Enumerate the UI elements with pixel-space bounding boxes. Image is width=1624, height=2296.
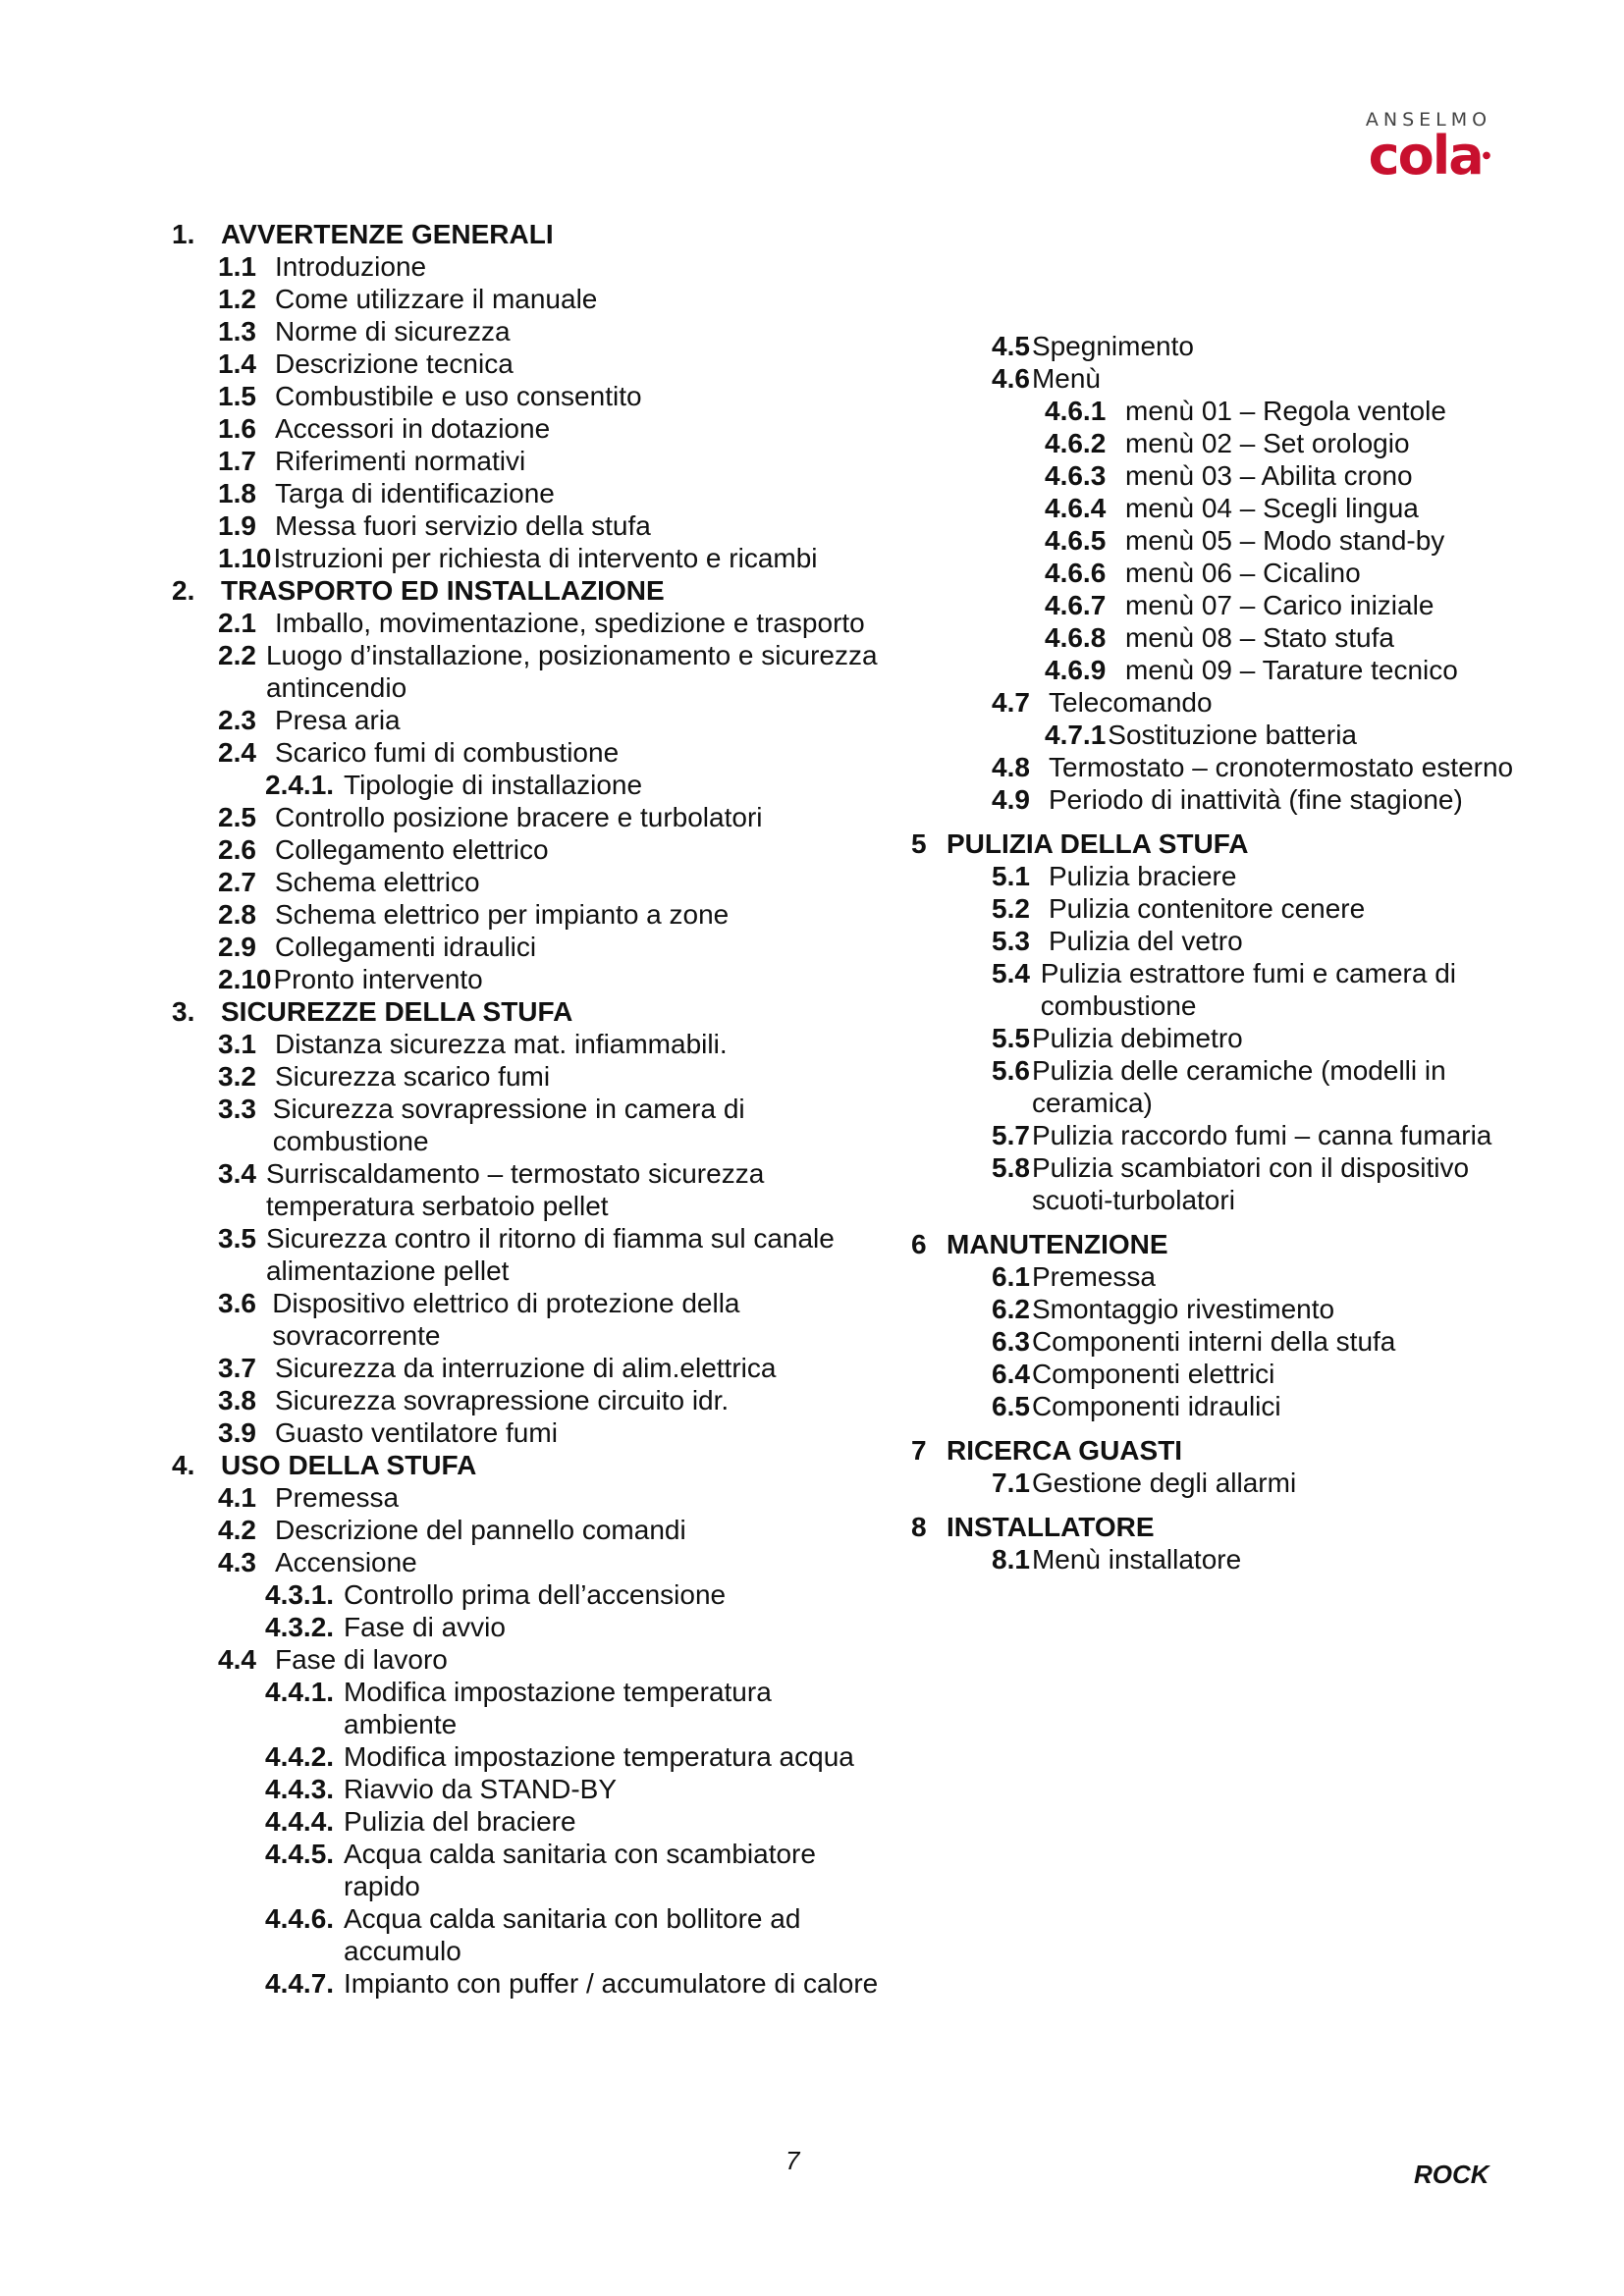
toc-entry[interactable] — [218, 639, 879, 704]
toc-entry-number: 4.6.8 — [1045, 622, 1107, 653]
toc-entry-title: Impianto con puffer / accumulatore di calore — [344, 1968, 879, 1999]
toc-entry[interactable] — [992, 362, 1520, 395]
toc-entry-title: Pulizia raccordo fumi – canna fumaria — [1031, 1120, 1492, 1150]
toc-entry[interactable] — [218, 1384, 879, 1416]
toc-entry-number: 2.5 — [218, 802, 256, 832]
toc-entry[interactable] — [992, 751, 1520, 783]
toc-entry-title: Tipologie di installazione — [344, 770, 643, 800]
toc-entry-number: 4.6.9 — [1045, 655, 1107, 685]
toc-entry[interactable] — [992, 892, 1520, 925]
toc-entry[interactable] — [218, 866, 879, 898]
toc-entry-number: 4.3.1. — [265, 1579, 335, 1610]
toc-entry-number: 2.8 — [218, 899, 256, 930]
toc-entry[interactable] — [992, 330, 1520, 362]
toc-entry-number: 2.2 — [218, 640, 256, 670]
toc-entry[interactable] — [992, 686, 1520, 719]
toc-entry-number: 3.8 — [218, 1385, 256, 1415]
toc-entry[interactable] — [992, 1293, 1520, 1325]
toc-entry-title: Spegnimento — [1031, 331, 1194, 361]
toc-entry-number: 6.3 — [992, 1326, 1030, 1357]
toc-entry[interactable] — [218, 1157, 879, 1222]
toc-entry-title: menù 08 – Stato stufa — [1125, 622, 1394, 653]
toc-entry-title: Premessa — [1031, 1261, 1156, 1292]
toc-entry-number: 4.3 — [218, 1547, 256, 1577]
toc-entry[interactable] — [218, 1416, 879, 1449]
toc-entry-number: 4.6.4 — [1045, 493, 1107, 523]
toc-entry[interactable] — [218, 283, 879, 315]
toc-entry-title: Targa di identificazione — [275, 478, 555, 508]
toc-entry-number: 7 — [911, 1435, 927, 1466]
toc-entry[interactable] — [218, 347, 879, 380]
toc-entry[interactable] — [1045, 654, 1520, 686]
toc-entry[interactable] — [218, 898, 879, 931]
toc-entry-number: 2.9 — [218, 932, 256, 962]
toc-entry[interactable] — [992, 783, 1520, 816]
toc-entry-title: Acqua calda sanitaria con scambiatore rapido — [344, 1839, 816, 1901]
toc-entry[interactable] — [1045, 589, 1520, 621]
toc-entry-number: 4.4.7. — [265, 1968, 335, 1999]
toc-entry[interactable] — [992, 957, 1520, 1022]
toc-entry-number: 6 — [911, 1229, 927, 1259]
toc-entry-title: Termostato – cronotermostato esterno — [1049, 752, 1514, 782]
toc-entry-number: 4.4.4. — [265, 1806, 335, 1837]
toc-entry[interactable] — [218, 1546, 879, 1578]
toc-entry-title: Pulizia delle ceramiche (modelli in ceramica) — [1031, 1055, 1446, 1118]
toc-entry[interactable] — [218, 542, 879, 574]
toc-entry-title: Scarico fumi di combustione — [275, 737, 620, 768]
toc-entry-number: 1.4 — [218, 348, 256, 379]
toc-entry[interactable] — [218, 1481, 879, 1514]
toc-entry-title: Modifica impostazione temperatura ambiente — [344, 1677, 772, 1739]
toc-entry-number: 6.5 — [992, 1391, 1030, 1421]
toc-entry-number: 4.2 — [218, 1515, 256, 1545]
toc-entry[interactable] — [1045, 557, 1520, 589]
toc-entry-title: Luogo d’installazione, posizionamento e sicurezza antincendio — [265, 640, 878, 703]
toc-entry-title: Sicurezza contro il ritorno di fiamma sul canale alimentazione pellet — [265, 1223, 835, 1286]
toc-entry-title: Componenti idraulici — [1031, 1391, 1281, 1421]
toc-entry[interactable] — [265, 1805, 879, 1838]
toc-entry[interactable] — [218, 380, 879, 412]
toc-entry-title: Dispositivo elettrico di protezione della sovracorrente — [272, 1288, 740, 1351]
toc-entry[interactable] — [1045, 395, 1520, 427]
toc-entry-number: 4.6.6 — [1045, 558, 1107, 588]
toc-entry-number: 6.2 — [992, 1294, 1030, 1324]
toc-entry-number: 4.4.2. — [265, 1741, 335, 1772]
toc-entry-title: Controllo posizione bracere e turbolatori — [275, 802, 763, 832]
toc-entry[interactable] — [218, 704, 879, 736]
toc-entry-number: 5.1 — [992, 861, 1030, 891]
toc-entry-title: Come utilizzare il manuale — [275, 284, 598, 314]
toc-entry-title: menù 02 – Set orologio — [1125, 428, 1410, 458]
toc-entry[interactable] — [265, 1611, 879, 1643]
toc-entry[interactable] — [218, 607, 879, 639]
toc-entry-title: menù 06 – Cicalino — [1125, 558, 1361, 588]
toc-entry[interactable] — [218, 1028, 879, 1060]
toc-entry[interactable] — [992, 1260, 1520, 1293]
toc-entry-number: 8.1 — [992, 1544, 1030, 1575]
toc-entry[interactable] — [992, 860, 1520, 892]
toc-entry-number: 4.7.1 — [1045, 720, 1107, 750]
toc-entry-title: Pulizia scambiatori con il dispositivo scuoti-turbolatori — [1031, 1152, 1470, 1215]
toc-entry-title: Gestione degli allarmi — [1031, 1468, 1297, 1498]
toc-entry-number: 3.2 — [218, 1061, 256, 1092]
toc-entry-title: Pulizia contenitore cenere — [1049, 893, 1366, 924]
toc-entry-number: 6.4 — [992, 1359, 1030, 1389]
toc-entry-number: 3.9 — [218, 1417, 256, 1448]
toc-entry[interactable] — [218, 477, 879, 509]
toc-entry-number: 4.4.5. — [265, 1839, 335, 1869]
toc-entry-title: menù 09 – Tarature tecnico — [1125, 655, 1458, 685]
toc-entry-title: Pulizia braciere — [1049, 861, 1237, 891]
toc-entry-number: 3.3 — [218, 1094, 256, 1124]
toc-entry[interactable] — [265, 1740, 879, 1773]
toc-entry-number: 5.8 — [992, 1152, 1030, 1183]
toc-section-heading[interactable] — [172, 218, 879, 250]
toc-entry-number: 4.8 — [992, 752, 1030, 782]
toc-entry-title: AVVERTENZE GENERALI — [221, 219, 554, 249]
toc-entry-title: Sicurezza sovrapressione circuito idr. — [275, 1385, 730, 1415]
toc-entry-title: Descrizione del pannello comandi — [275, 1515, 686, 1545]
toc-entry[interactable] — [218, 509, 879, 542]
toc-entry[interactable] — [1045, 524, 1520, 557]
toc-entry-number: 5.7 — [992, 1120, 1030, 1150]
toc-entry-number: 3.7 — [218, 1353, 256, 1383]
toc-section-heading[interactable] — [172, 574, 879, 607]
toc-entry[interactable] — [218, 1352, 879, 1384]
toc-entry-number: 4.3.2. — [265, 1612, 335, 1642]
toc-entry-number: 2.7 — [218, 867, 256, 897]
toc-entry[interactable] — [992, 925, 1520, 957]
toc-entry[interactable] — [265, 769, 879, 801]
toc-entry-title: Imballo, movimentazione, spedizione e trasporto — [275, 608, 865, 638]
toc-entry-title: Messa fuori servizio della stufa — [275, 510, 651, 541]
logo-main-text — [1355, 125, 1502, 187]
toc-entry-title: Surriscaldamento – termostato sicurezza temperatura serbatoio pellet — [265, 1158, 765, 1221]
toc-entry-number: 2.10 — [218, 964, 272, 994]
toc-entry-title: Descrizione tecnica — [275, 348, 514, 379]
toc-entry[interactable] — [218, 1287, 879, 1352]
toc-entry-title: Accensione — [275, 1547, 417, 1577]
toc-entry-number: 7.1 — [992, 1468, 1030, 1498]
toc-entry-title: Telecomando — [1049, 687, 1213, 718]
toc-right-column — [911, 330, 1520, 1575]
toc-entry-title: Presa aria — [275, 705, 401, 735]
toc-entry[interactable] — [992, 1022, 1520, 1054]
toc-entry-number: 3.5 — [218, 1223, 256, 1254]
toc-entry-number: 4.7 — [992, 687, 1030, 718]
toc-entry-number: 5.5 — [992, 1023, 1030, 1053]
toc-entry[interactable] — [218, 250, 879, 283]
toc-entry-number: 2.1 — [218, 608, 256, 638]
toc-entry-title: MANUTENZIONE — [947, 1229, 1168, 1259]
toc-entry-title: Istruzioni per richiesta di intervento e ricambi — [273, 543, 818, 573]
toc-entry-title: Combustibile e uso consentito — [275, 381, 642, 411]
toc-entry-title: Collegamenti idraulici — [275, 932, 537, 962]
toc-entry-title: Pulizia del vetro — [1049, 926, 1243, 956]
toc-entry-title: Fase di lavoro — [275, 1644, 448, 1675]
toc-entry[interactable] — [218, 315, 879, 347]
toc-section-heading[interactable] — [911, 1434, 1520, 1467]
toc-entry-number: 3.1 — [218, 1029, 256, 1059]
model-name: ROCK — [1414, 2160, 1489, 2189]
toc-entry[interactable] — [1045, 492, 1520, 524]
toc-entry-number: 4.6 — [992, 363, 1030, 394]
toc-entry-number: 5 — [911, 828, 927, 859]
toc-section-heading[interactable] — [172, 1449, 879, 1481]
toc-entry[interactable] — [218, 1643, 879, 1676]
toc-entry-title: Sostituzione batteria — [1108, 720, 1357, 750]
toc-entry[interactable] — [1045, 459, 1520, 492]
toc-entry-number: 8 — [911, 1512, 927, 1542]
toc-entry[interactable] — [218, 412, 879, 445]
toc-entry-number: 4.6.5 — [1045, 525, 1107, 556]
toc-entry-number: 4.4 — [218, 1644, 256, 1675]
toc-left-column — [172, 218, 879, 2000]
toc-entry[interactable] — [218, 736, 879, 769]
toc-entry-title: menù 05 – Modo stand-by — [1125, 525, 1445, 556]
toc-entry-number: 3. — [172, 996, 195, 1027]
toc-entry-title: Riferimenti normativi — [275, 446, 526, 476]
toc-entry-title: Premessa — [275, 1482, 400, 1513]
toc-entry-number: 4.4.3. — [265, 1774, 335, 1804]
toc-entry-title: Pulizia estrattore fumi e camera di combustione — [1040, 958, 1457, 1021]
toc-entry[interactable] — [218, 931, 879, 963]
toc-entry-title: Schema elettrico — [275, 867, 480, 897]
toc-entry-title: Guasto ventilatore fumi — [275, 1417, 558, 1448]
toc-entry-title: RICERCA GUASTI — [947, 1435, 1183, 1466]
toc-entry-title: menù 03 – Abilita crono — [1125, 460, 1413, 491]
toc-entry[interactable] — [265, 1967, 879, 2000]
toc-entry[interactable] — [265, 1838, 879, 1902]
toc-entry-title: USO DELLA STUFA — [221, 1450, 477, 1480]
toc-entry[interactable] — [992, 1054, 1520, 1119]
toc-entry-number: 1. — [172, 219, 195, 249]
toc-entry-number: 1.9 — [218, 510, 256, 541]
toc-entry-number: 5.4 — [992, 958, 1030, 988]
toc-entry[interactable] — [218, 963, 879, 995]
toc-entry[interactable] — [218, 1093, 879, 1157]
toc-entry-number: 1.2 — [218, 284, 256, 314]
toc-entry-title: Distanza sicurezza mat. infiammabili. — [275, 1029, 728, 1059]
toc-section-heading[interactable] — [172, 995, 879, 1028]
toc-entry[interactable] — [265, 1578, 879, 1611]
toc-entry-number: 1.7 — [218, 446, 256, 476]
toc-entry-title: SICUREZZE DELLA STUFA — [221, 996, 573, 1027]
toc-entry-number: 4.4.1. — [265, 1677, 335, 1707]
toc-entry-number: 3.6 — [218, 1288, 256, 1318]
toc-entry[interactable] — [1045, 621, 1520, 654]
toc-section-heading[interactable] — [911, 1228, 1520, 1260]
toc-entry-title: Componenti elettrici — [1031, 1359, 1275, 1389]
toc-entry[interactable] — [265, 1676, 879, 1740]
toc-entry-title: menù 07 – Carico iniziale — [1125, 590, 1435, 620]
toc-entry-number: 4.6.1 — [1045, 396, 1107, 426]
toc-entry-number: 2.4 — [218, 737, 256, 768]
toc-entry-number: 4.9 — [992, 784, 1030, 815]
toc-entry-title: Accessori in dotazione — [275, 413, 551, 444]
toc-entry-title: Acqua calda sanitaria con bollitore ad accumulo — [344, 1903, 801, 1966]
toc-entry-number: 2.4.1. — [265, 770, 335, 800]
toc-entry[interactable] — [992, 1358, 1520, 1390]
toc-entry-title: TRASPORTO ED INSTALLAZIONE — [221, 575, 665, 606]
toc-entry-title: Pulizia debimetro — [1031, 1023, 1243, 1053]
toc-entry-number: 4.4.6. — [265, 1903, 335, 1934]
toc-entry[interactable] — [992, 1325, 1520, 1358]
toc-entry-title: Schema elettrico per impianto a zone — [275, 899, 730, 930]
toc-entry[interactable] — [992, 1390, 1520, 1422]
toc-entry-title: Introduzione — [275, 251, 427, 282]
toc-entry-number: 1.1 — [218, 251, 256, 282]
toc-entry-number: 1.10 — [218, 543, 272, 573]
toc-entry-title: menù 01 – Regola ventole — [1125, 396, 1446, 426]
toc-entry-title: Smontaggio rivestimento — [1031, 1294, 1335, 1324]
toc-entry[interactable] — [1045, 427, 1520, 459]
toc-entry[interactable] — [992, 1151, 1520, 1216]
toc-entry[interactable] — [218, 445, 879, 477]
toc-entry-title: Componenti interni della stufa — [1031, 1326, 1396, 1357]
toc-entry-title: Riavvio da STAND-BY — [344, 1774, 618, 1804]
toc-entry[interactable] — [1045, 719, 1520, 751]
brand-logo — [1355, 109, 1502, 187]
toc-entry-number: 5.6 — [992, 1055, 1030, 1086]
toc-entry-title: Sicurezza scarico fumi — [275, 1061, 551, 1092]
toc-entry-number: 4. — [172, 1450, 195, 1480]
toc-entry-title: Collegamento elettrico — [275, 834, 549, 865]
toc-entry-title: Menù — [1031, 363, 1101, 394]
toc-entry[interactable] — [992, 1543, 1520, 1575]
toc-entry-number: 1.5 — [218, 381, 256, 411]
toc-entry-number: 5.2 — [992, 893, 1030, 924]
toc-section-heading[interactable] — [911, 828, 1520, 860]
toc-entry-title: menù 04 – Scegli lingua — [1125, 493, 1419, 523]
toc-entry-number: 1.6 — [218, 413, 256, 444]
toc-entry-number: 1.8 — [218, 478, 256, 508]
toc-entry-number: 6.1 — [992, 1261, 1030, 1292]
toc-entry-number: 1.3 — [218, 316, 256, 347]
toc-entry-number: 4.5 — [992, 331, 1030, 361]
toc-entry[interactable] — [265, 1902, 879, 1967]
toc-entry-title: PULIZIA DELLA STUFA — [947, 828, 1249, 859]
toc-entry-title: Menù installatore — [1031, 1544, 1242, 1575]
toc-entry-title: Periodo di inattività (fine stagione) — [1049, 784, 1463, 815]
toc-entry-number: 3.4 — [218, 1158, 256, 1189]
toc-entry-title: Norme di sicurezza — [275, 316, 511, 347]
toc-entry[interactable] — [218, 1514, 879, 1546]
toc-entry[interactable] — [218, 833, 879, 866]
toc-entry-number: 2. — [172, 575, 195, 606]
toc-entry[interactable] — [992, 1467, 1520, 1499]
toc-entry-title: Modifica impostazione temperatura acqua — [344, 1741, 854, 1772]
toc-entry-number: 2.6 — [218, 834, 256, 865]
toc-entry-number: 4.6.2 — [1045, 428, 1107, 458]
logo-wordmark: cola — [1368, 125, 1483, 187]
registered-mark: ● — [1482, 150, 1489, 161]
toc-entry-number: 4.6.3 — [1045, 460, 1107, 491]
toc-entry-number: 2.3 — [218, 705, 256, 735]
toc-entry-title: Sicurezza da interruzione di alim.elettrica — [275, 1353, 777, 1383]
logo-top-text: ANSELMO — [1365, 109, 1492, 131]
toc-entry[interactable] — [218, 1060, 879, 1093]
toc-entry-title: INSTALLATORE — [947, 1512, 1155, 1542]
toc-entry-title: Sicurezza sovrapressione in camera di combustione — [272, 1094, 745, 1156]
toc-entry-number: 4.6.7 — [1045, 590, 1107, 620]
page-number: 7 — [785, 2146, 800, 2175]
toc-entry[interactable] — [218, 1222, 879, 1287]
toc-entry[interactable] — [992, 1119, 1520, 1151]
toc-entry-number: 4.1 — [218, 1482, 256, 1513]
toc-entry-title: Controllo prima dell’accensione — [344, 1579, 727, 1610]
toc-entry-title: Fase di avvio — [344, 1612, 506, 1642]
toc-entry-number: 5.3 — [992, 926, 1030, 956]
toc-entry[interactable] — [218, 801, 879, 833]
toc-entry[interactable] — [265, 1773, 879, 1805]
toc-entry-title: Pulizia del braciere — [344, 1806, 576, 1837]
toc-section-heading[interactable] — [911, 1511, 1520, 1543]
toc-entry-title: Pronto intervento — [273, 964, 483, 994]
